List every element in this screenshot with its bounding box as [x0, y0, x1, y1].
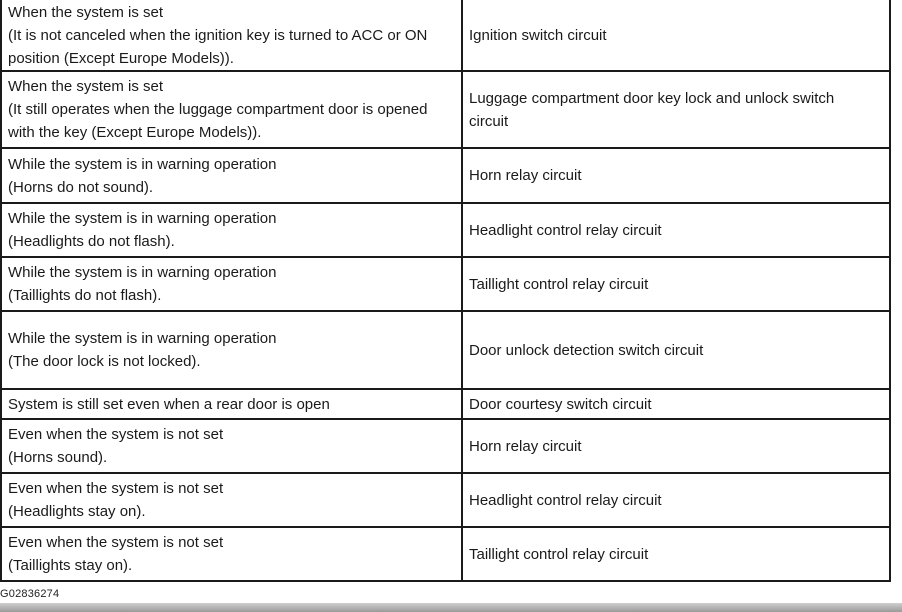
circuit-text: Door courtesy switch circuit [469, 395, 652, 413]
circuit-cell [462, 0, 890, 71]
figure-id: G02836274 [0, 588, 60, 600]
condition-text: position (Except Europe Models)). [8, 49, 234, 67]
condition-text: When the system is set [8, 3, 164, 21]
circuit-text: Luggage compartment door key lock and unlock switch [469, 89, 835, 107]
circuit-text: circuit [469, 112, 509, 130]
condition-cell [1, 257, 462, 311]
circuit-text: Headlight control relay circuit [469, 491, 662, 509]
condition-cell [1, 311, 462, 389]
circuit-cell [462, 473, 890, 527]
condition-text: (Horns do not sound). [8, 178, 154, 196]
table-row [1, 389, 890, 419]
condition-text: While the system is in warning operation [8, 264, 277, 281]
bottom-divider-bar [0, 603, 902, 612]
circuit-text: Horn relay circuit [469, 167, 582, 184]
table-row [1, 311, 890, 389]
condition-text: While the system is in warning operation [8, 330, 277, 347]
circuit-cell [462, 389, 890, 419]
condition-text: (Taillights do not flash). [8, 287, 162, 304]
table-row [1, 203, 890, 257]
table-row [1, 257, 890, 311]
condition-text: (It is not canceled when the ignition key is turned to ACC or ON [8, 26, 428, 44]
condition-text: (Headlights stay on). [8, 503, 146, 520]
table-row [1, 148, 890, 203]
circuit-text: Ignition switch circuit [469, 26, 607, 44]
table-row [1, 527, 890, 581]
circuit-text: Taillight control relay circuit [469, 275, 649, 293]
circuit-cell [462, 527, 890, 581]
condition-text: (Headlights do not flash). [8, 233, 175, 250]
condition-cell [1, 148, 462, 203]
condition-cell [1, 203, 462, 257]
circuit-text: Taillight control relay circuit [469, 545, 649, 563]
condition-text: While the system is in warning operation [8, 210, 277, 227]
condition-text: (Taillights stay on). [8, 557, 133, 574]
table-row [1, 71, 890, 148]
circuit-cell [462, 203, 890, 257]
condition-cell [1, 527, 462, 581]
condition-cell [1, 71, 462, 148]
condition-text: with the key (Except Europe Models)). [8, 124, 262, 141]
circuit-text: Door unlock detection switch circuit [469, 341, 704, 359]
condition-text: (The door lock is not locked). [8, 353, 201, 370]
circuit-cell [462, 311, 890, 389]
condition-cell [1, 389, 462, 419]
condition-text: System is still set even when a rear door is open [8, 395, 330, 413]
table-body [1, 0, 890, 581]
condition-text: When the system is set [8, 78, 164, 95]
condition-text: Even when the system is not set [8, 480, 224, 497]
condition-text: Even when the system is not set [8, 534, 224, 551]
circuit-cell [462, 257, 890, 311]
circuit-cell [462, 71, 890, 148]
condition-text: While the system is in warning operation [8, 155, 277, 173]
condition-text: Even when the system is not set [8, 426, 224, 443]
condition-text: (It still operates when the luggage compartment door is opened [8, 101, 428, 118]
table-row [1, 419, 890, 473]
condition-text: (Horns sound). [8, 449, 108, 466]
circuit-text: Headlight control relay circuit [469, 221, 662, 239]
circuit-cell [462, 148, 890, 203]
condition-cell [1, 419, 462, 473]
table-row [1, 473, 890, 527]
condition-cell [1, 0, 462, 71]
condition-cell [1, 473, 462, 527]
table-row [1, 0, 890, 71]
circuit-text: Horn relay circuit [469, 437, 582, 455]
circuit-cell [462, 419, 890, 473]
